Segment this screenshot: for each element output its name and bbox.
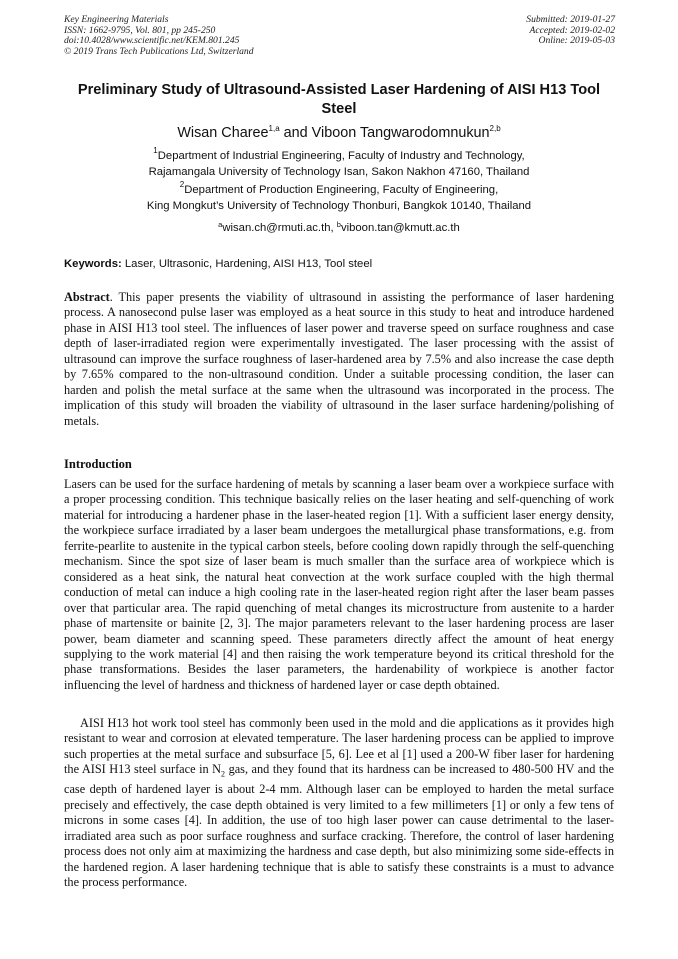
author-1-superscript: 1,a (268, 124, 280, 133)
copyright-line: © 2019 Trans Tech Publications Ltd, Switzerland (64, 45, 254, 57)
email-b: viboon.tan@kmutt.ac.th (340, 222, 460, 234)
keywords-label: Keywords: (64, 258, 122, 270)
journal-name: Key Engineering Materials (64, 14, 169, 25)
abstract-label: Abstract (64, 290, 110, 304)
accepted-date: Accepted: 2019-02-02 (529, 24, 615, 36)
issn-line: ISSN: 1662-9795, Vol. 801, pp 245-250 (64, 24, 216, 36)
affiliation-2-line-1: Department of Production Engineering, Faculty of Engineering, (184, 184, 499, 196)
online-date: Online: 2019-05-03 (538, 35, 615, 47)
affiliation-2 (60, 182, 618, 214)
affiliation-1 (60, 148, 618, 180)
journal-header-right (526, 15, 615, 47)
introduction-heading: Introduction (64, 457, 132, 471)
abstract (64, 290, 614, 429)
affiliation-2-superscript: 2 (179, 180, 185, 189)
affiliation-1-line-2: Rajamangala University of Technology Isan, Sakon Nakhon 47160, Thailand (148, 166, 530, 178)
introduction-paragraph-2-text-a: AISI H13 hot work tool steel has commonly been used in the mold and die applications as it provides high resistant to wear and corrosion at elevated temperature. The laser hardening process can be applied to improve such properties at the metal surface and subsurface [5, 6]. Lee et al [1] used a 200-W fiber laser for hardening the AISI H13 steel surface in N (64, 716, 614, 777)
doi-line: doi:10.4028/www.scientific.net/KEM.801.245 (64, 35, 240, 47)
affiliation-1-line-1: Department of Industrial Engineering, Faculty of Industry and Technology, (157, 150, 525, 162)
introduction-paragraph-1 (64, 477, 614, 693)
introduction-paragraph-1-text: Lasers can be used for the surface hardening of metals by scanning a laser beam over a workpiece surface with a proper processing condition. This technique basically relies on the laser heating and self-quenching of work material for introducing a hardener phase in the laser-heated region [1]. With a sufficient laser energy density, the workpiece surface irradiated by a laser beam undergoes the metallurgical phase transformations, e.g. from ferrite-pearlite to austenite in the typical carbon steels, before cooling down rapidly through the self-quenching mechanism. Since the spot size of laser beam is much smaller than the surface area of workpiece which is considered as a heat sink, the natural heat convection at the work surface coupled with the high thermal conduction of metal can induce a high cooling rate in the laser-heated region right after the laser beam passes over that particular area. The rapid quenching of metal changes its microstructure from austenite to a harder phase of martensite or bainite [2, 3]. The major parameters relevant to the laser hardening process are laser power, beam diameter and scanning speed. These parameters directly affect the amount of heat energy supplying to the work material [4] and then raising the work temperature beyond its critical threshold for the phase transformations. Besides the laser parameters, the hardenability of workpiece is another factor influencing the level of hardness and thickness of hardened layer or case depth obtained. (64, 477, 614, 692)
author-2-name: Viboon Tangwarodomnukun (311, 125, 490, 141)
introduction-paragraph-2 (64, 716, 614, 890)
email-b-superscript: b (336, 220, 341, 229)
journal-header-left (64, 15, 254, 57)
nitrogen-subscript: 2 (221, 769, 226, 779)
author-2-superscript: 2,b (489, 124, 501, 133)
author-line (60, 124, 618, 142)
email-a-superscript: a (218, 220, 223, 229)
author-conjunction: and (279, 125, 312, 141)
affiliation-2-line-2: King Mongkut’s University of Technology Thonburi, Bangkok 10140, Thailand (146, 200, 532, 212)
email-a: wisan.ch@rmuti.ac.th, (222, 222, 337, 234)
affiliation-1-superscript: 1 (153, 146, 158, 155)
keywords (64, 256, 614, 272)
keywords-text: Laser, Ultrasonic, Hardening, AISI H13, Tool steel (121, 258, 373, 270)
author-1-name: Wisan Charee (177, 125, 269, 141)
author-emails (60, 220, 618, 236)
introduction-paragraph-2-text-b: gas, and they found that its hardness can be increased to 480-500 HV and the case depth of hardened layer is about 2-4 mm. Although laser can be employed to harden the metal surface precisely and effectively, the case depth obtained is very limited to a few millimeters [1] or only a few tens of microns in some cases [4]. In addition, the use of too high laser power can cause detrimental to the laser-irradiated area such as poor surface roughness and surface cracking. Therefore, the control of laser hardening process does not only aim at maximizing the hardness and case depth, but also minimizing some side-effects in the hardened region. A laser hardening technique that is able to satisfy these constraints is a must to advance the process performance. (64, 762, 614, 889)
abstract-text: . This paper presents the viability of ultrasound in assisting the performance of laser hardening process. A nanosecond pulse laser was employed as a heat source in this study to heat and introduce hardened phase in AISI H13 tool steel. The influences of laser power and traverse speed on surface roughness and case depth of laser-irradiated region were experimentally investigated. The laser processing with the assist of ultrasound can improve the surface roughness of laser-hardened area by 7.5% and also increase the case depth by 7.65% compared to the non-ultrasound condition. Under a suitable processing condition, the laser can harden and polish the metal surface at the same when the ultrasound was incorporated in the process. The implication of this study will broaden the viability of ultrasound in the laser surface hardening/polishing of metals. (64, 290, 614, 428)
submitted-date: Submitted: 2019-01-27 (526, 14, 615, 25)
paper-title: Preliminary Study of Ultrasound-Assisted Laser Hardening of AISI H13 Tool Steel (77, 82, 601, 117)
